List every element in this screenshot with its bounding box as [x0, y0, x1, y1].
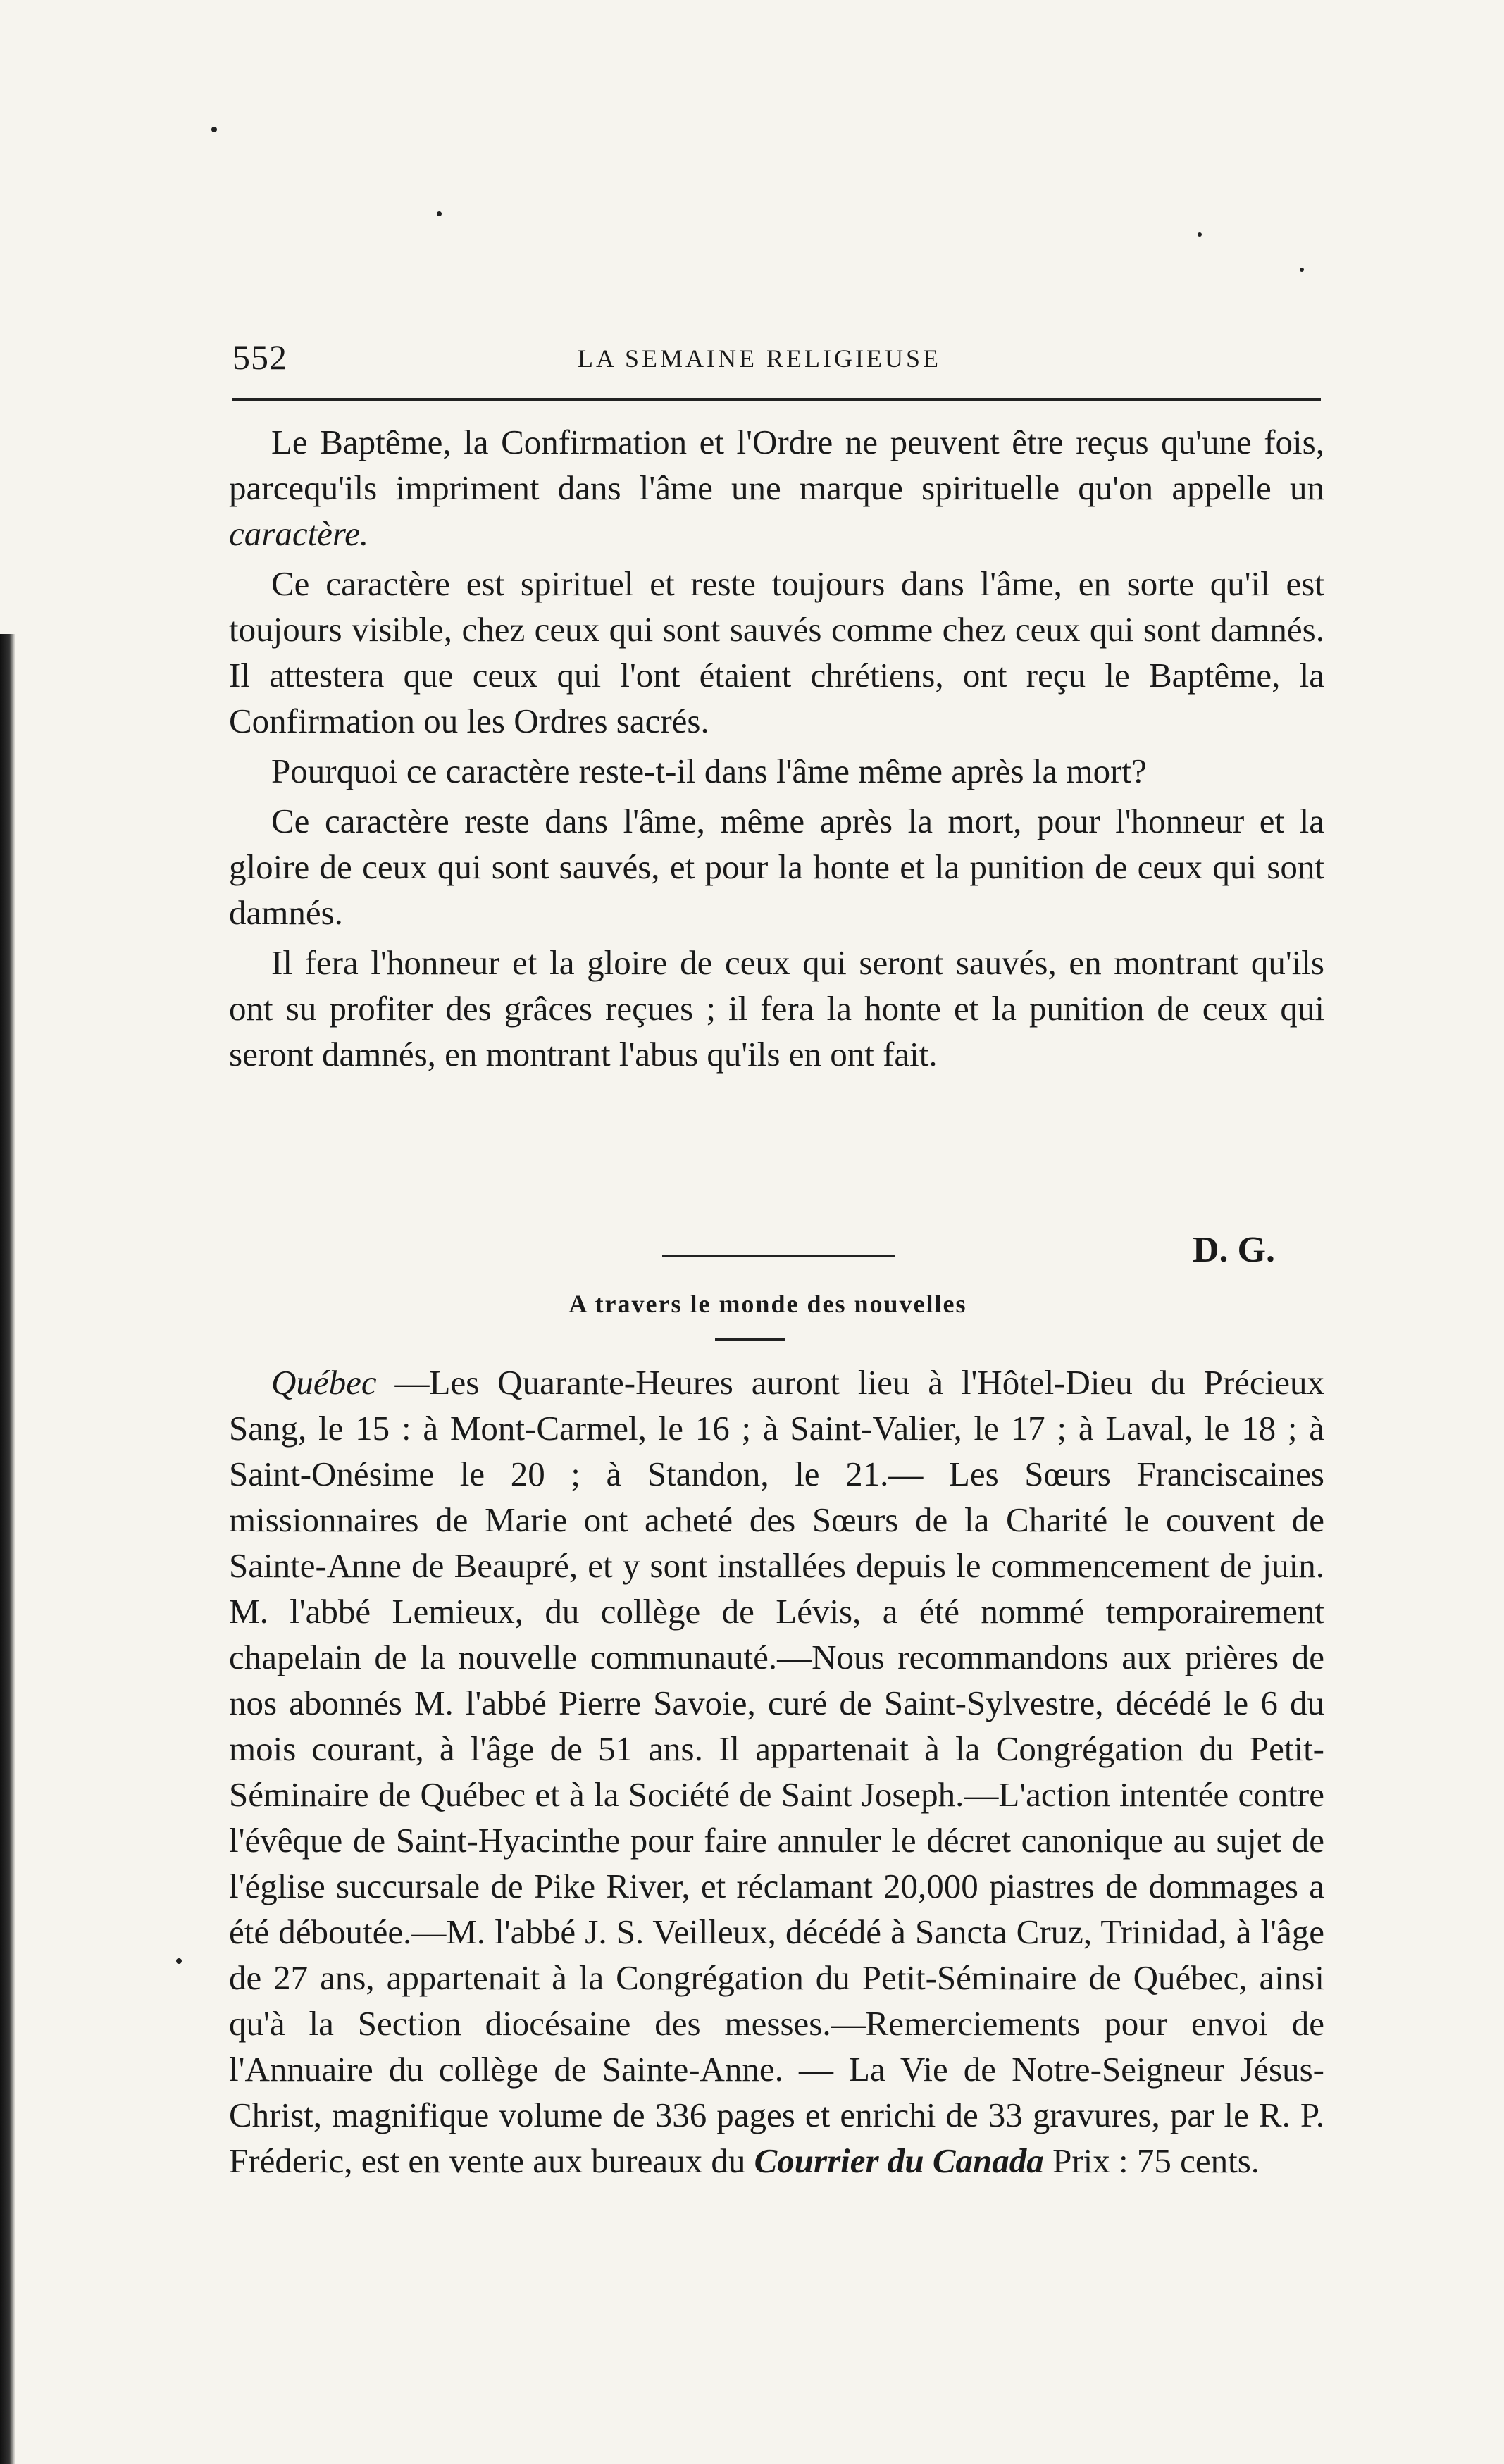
term-caractere: caractère.: [229, 514, 369, 553]
binding-edge-shadow: [0, 634, 15, 2464]
article-question: Pourquoi ce caractère reste-t-il dans l'âme même après la mort?: [271, 752, 1147, 790]
signature-rule: [662, 1255, 895, 1257]
article-paragraph: Il fera l'honneur et la gloire de ceux qui seront sauvés, en montrant qu'ils ont su profiter des grâces reçues ; il fera la honte et la punition de ceux qui seront damnés, en montrant l'abus qu'ils en ont fait.: [229, 943, 1324, 1074]
article-paragraph: Ce caractère reste dans l'âme, même après la mort, pour l'honneur et la gloire de ceux qui sont sauvés, et pour la honte et la punition de ceux qui sont damnés.: [229, 802, 1324, 932]
page-number: 552: [232, 337, 287, 377]
article-paragraph: [229, 419, 1324, 556]
scan-speck: [176, 1958, 182, 1964]
news-text: —Les Quarante-Heures auront lieu à l'Hôtel-Dieu du Précieux Sang, le 15 : à Mont-Carmel, le 16 ; à Saint-Valier, le 17 ; à Laval, le 18 ; à Saint-Onésime le 20 ; à Standon, le 21.— Les Sœurs Franciscaines missionnaires de Marie ont acheté des Sœurs de la Charité le couvent de Sainte-Anne de Beaupré, et y sont installées depuis le commencement de juin. M. l'abbé Lemieux, du collège de Lévis, a été nommé temporairement chapelain de la nouvelle communauté.—Nous recommandons aux prières de nos abonnés M. l'abbé Pierre Savoie, curé de Saint-Sylvestre, décédé le 6 du mois courant, à l'âge de 51 ans. Il appartenait à la Congrégation du Petit-Séminaire de Québec et à la Société de Saint Joseph.—L'action intentée contre l'évêque de Saint-Hyacinthe pour faire annuler le décret canonique au sujet de l'église succursale de Pike River, et réclamant 20,000 piastres de dommages a été déboutée.—M. l'abbé J. S. Veilleux, décédé à Sancta Cruz, Trinidad, à l'âge de 27 ans, appartenait à la Congrégation du Petit-Séminaire de Québec, ainsi qu'à la Section diocésaine des messes.—Remerciements pour envoi de l'Annuaire du collège de Sainte-Anne. — La Vie de Notre-Seigneur Jésus-Christ, magnifique volume de 336 pages et enrichi de 33 gravures, par le R. P. Fréderic, est en vente aux bureaux du: [229, 1363, 1324, 2180]
signature-row: [662, 1229, 1275, 1278]
news-section-heading: A travers le monde des nouvelles: [568, 1290, 967, 1318]
page-header: [232, 337, 1331, 386]
news-paragraph: [229, 1359, 1324, 2184]
article-paragraph: Ce caractère est spirituel et reste toujours dans l'âme, en sorte qu'il est toujours visible, chez ceux qui sont sauvés comme chez ceux qui sont damnés. Il attestera que ceux qui l'ont étaient chrétiens, ont reçu le Baptême, la Confirmation ou les Ordres sacrés.: [229, 564, 1324, 740]
running-title: LA SEMAINE RELIGIEUSE: [578, 344, 941, 373]
scan-speck: [437, 211, 442, 216]
section-rule: [715, 1338, 785, 1341]
scan-speck: [1300, 268, 1304, 272]
newspaper-title: Courrier du Canada: [754, 2141, 1044, 2180]
header-rule: [232, 398, 1321, 401]
article-body: [229, 419, 1324, 1077]
paragraph-text: Le Baptême, la Confirmation et l'Ordre ne peuvent être reçus qu'une fois, parcequ'ils impriment dans l'âme une marque spirituelle qu'on appelle un: [229, 423, 1324, 507]
author-signature: D. G.: [1193, 1230, 1275, 1270]
news-place: Québec: [271, 1363, 377, 1402]
scan-speck: [211, 127, 217, 132]
news-text-end: Prix : 75 cents.: [1043, 2141, 1260, 2180]
news-body: [229, 1359, 1324, 2184]
scan-speck: [1198, 232, 1202, 237]
